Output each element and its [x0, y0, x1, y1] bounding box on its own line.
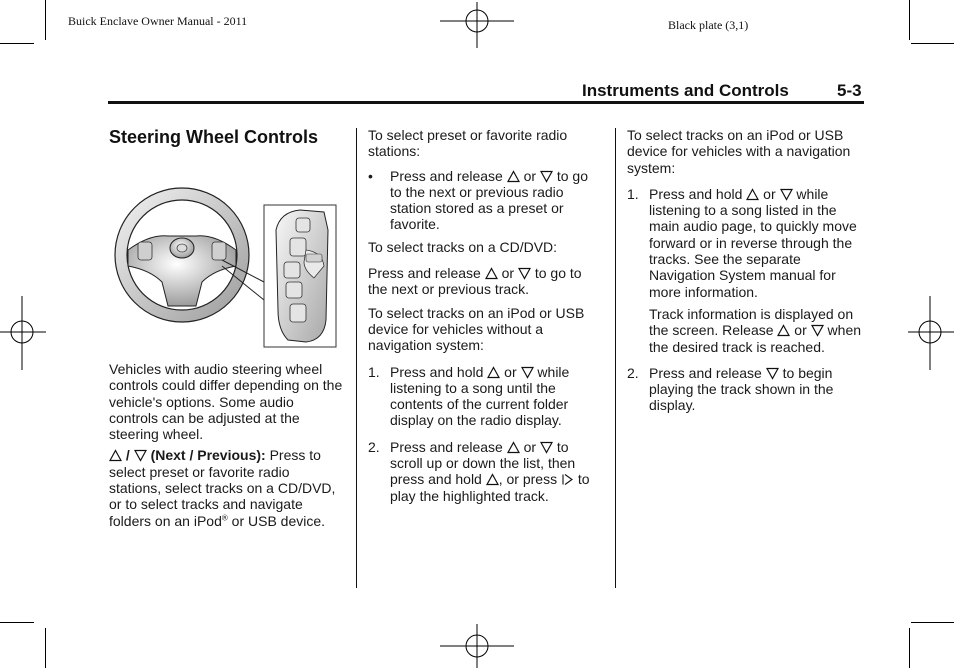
step-text-b: to begin playing the track shown in the display.	[649, 364, 834, 414]
registration-mark-left	[0, 296, 46, 370]
registration-mark-top	[440, 2, 514, 48]
step-text-a: Press and release	[649, 364, 762, 381]
column-divider-1	[356, 128, 357, 588]
down-triangle-icon	[518, 267, 531, 280]
step-text-a: Press and release	[390, 438, 503, 455]
step-note-a: Track information is displayed on the screen. Release	[649, 305, 854, 339]
cd-text-b: to go to the next or previous track.	[368, 265, 582, 298]
header-rule	[108, 101, 864, 104]
ipod-step-1	[368, 364, 600, 429]
glyph-separator: /	[122, 447, 134, 464]
down-triangle-icon	[780, 188, 793, 201]
step-number: 2.	[368, 438, 380, 455]
down-triangle-icon	[521, 366, 534, 379]
step-number: 1.	[368, 363, 380, 380]
play-pause-icon	[561, 473, 574, 486]
down-triangle-icon	[540, 170, 553, 183]
down-triangle-icon	[766, 367, 779, 380]
or-text: or	[497, 265, 518, 282]
ipod-step-2	[368, 439, 600, 504]
manual-title: Buick Enclave Owner Manual - 2011	[68, 14, 248, 28]
registration-mark-right	[908, 296, 954, 370]
down-triangle-icon	[811, 324, 824, 337]
step-number: 1.	[627, 185, 639, 202]
cd-instruction	[368, 265, 600, 298]
nav-step-1	[627, 186, 863, 355]
bullet-marker: •	[368, 167, 373, 184]
step-number: 2.	[627, 364, 639, 381]
step-text-a: Press and hold	[390, 363, 484, 380]
up-triangle-icon	[777, 324, 790, 337]
or-text: or	[500, 363, 521, 380]
page-number: 5-3	[837, 81, 862, 100]
next-previous-label: (Next / Previous):	[150, 447, 266, 464]
up-triangle-icon	[746, 188, 759, 201]
up-triangle-icon	[507, 170, 520, 183]
nav-intro: To select tracks on an iPod or USB device for vehicles with a navigation system:	[627, 127, 851, 176]
up-triangle-icon	[485, 267, 498, 280]
next-previous-description	[109, 447, 345, 528]
step-text-a: Press and hold	[649, 185, 743, 202]
cd-text-a: Press and release	[368, 265, 481, 282]
down-triangle-icon	[540, 441, 553, 454]
registration-mark-bottom	[440, 624, 514, 668]
next-previous-text-end: or USB device.	[227, 512, 326, 529]
bullet-text-a: Press and release	[390, 167, 503, 184]
intro-paragraph: Vehicles with audio steering wheel controls could differ depending on the vehicle's options. Some audio controls can be adjusted at the steering wheel.	[109, 361, 343, 443]
page-heading: Steering Wheel Controls	[109, 127, 319, 147]
preset-bullet	[368, 168, 600, 233]
steering-wheel-illustration	[110, 170, 340, 350]
step-note-b: when the desired track is reached.	[649, 322, 862, 355]
nav-step-2	[627, 365, 863, 414]
ipod-intro: To select tracks on an iPod or USB device for vehicles without a navigation system:	[368, 304, 585, 354]
or-text: or	[519, 167, 540, 184]
or-text: or	[759, 185, 780, 202]
step-text-b: while listening to a song until the contents of the current folder display on the radio display.	[390, 363, 570, 429]
nav-step-1-note	[649, 306, 863, 355]
or-text: or	[519, 438, 540, 455]
up-triangle-icon	[507, 441, 520, 454]
step-text-c: , or press	[498, 471, 558, 488]
bullet-text-b: to go to the next or previous radio station stored as a preset or favorite.	[390, 167, 588, 233]
up-triangle-icon	[487, 366, 500, 379]
up-triangle-icon	[486, 473, 499, 486]
plate-label: Black plate (3,1)	[668, 18, 749, 32]
or-text: or	[790, 322, 811, 339]
registered-mark: ®	[221, 513, 228, 523]
step-text-d: to play the highlighted track.	[390, 471, 590, 504]
step-text-b: to scroll up or down the list, then press and hold	[390, 438, 576, 488]
up-triangle-icon	[109, 449, 122, 462]
section-title: Instruments and Controls	[582, 81, 789, 100]
cd-intro: To select tracks on a CD/DVD:	[368, 238, 558, 255]
down-triangle-icon	[134, 449, 147, 462]
preset-intro: To select preset or favorite radio stations:	[368, 127, 568, 160]
step-text-b: while listening to a song listed in the main audio page, to quickly move forward or in reverse through the tracks. See the separate Navigation System manual for more information.	[649, 185, 857, 300]
column-divider-2	[615, 128, 616, 588]
next-previous-text: Press to select preset or favorite radio stations, select tracks on a CD/DVD, or to select tracks and navigate folders on an iPod	[109, 447, 336, 529]
